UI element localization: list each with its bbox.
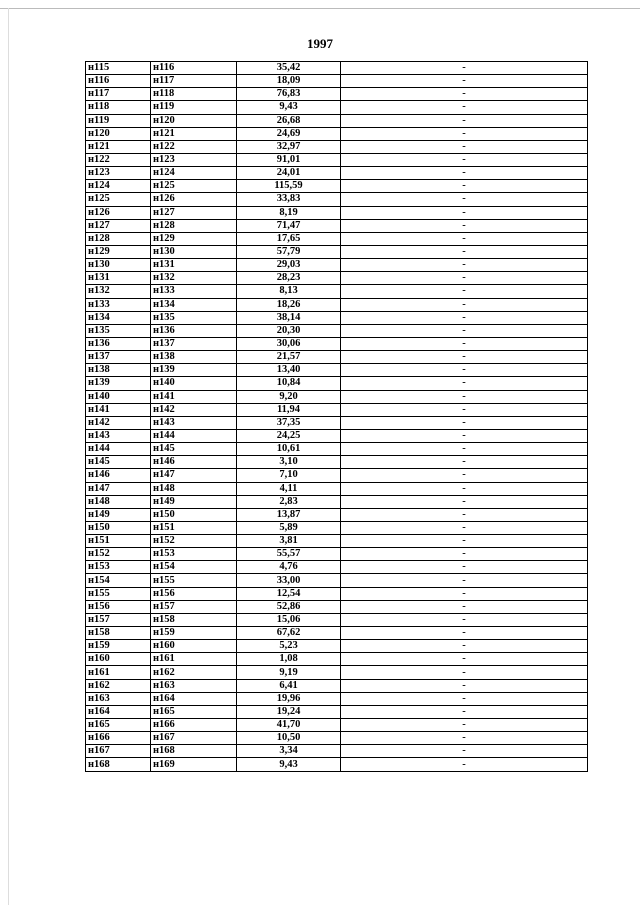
to-point-cell: н165 xyxy=(151,705,237,718)
length-cell: 9,20 xyxy=(237,390,341,403)
from-point-cell: н115 xyxy=(86,62,151,75)
from-point-cell: н162 xyxy=(86,679,151,692)
note-cell: - xyxy=(341,758,588,771)
to-point-cell: н125 xyxy=(151,180,237,193)
from-point-cell: н165 xyxy=(86,719,151,732)
length-cell: 3,34 xyxy=(237,745,341,758)
from-point-cell: н144 xyxy=(86,443,151,456)
page-edge-left xyxy=(8,8,9,905)
table-row xyxy=(86,561,588,574)
note-cell: - xyxy=(341,324,588,337)
to-point-cell: н132 xyxy=(151,272,237,285)
to-point-cell: н134 xyxy=(151,298,237,311)
table-row xyxy=(86,719,588,732)
table-row xyxy=(86,167,588,180)
to-point-cell: н162 xyxy=(151,666,237,679)
table-row xyxy=(86,219,588,232)
from-point-cell: н130 xyxy=(86,259,151,272)
length-cell: 4,76 xyxy=(237,561,341,574)
table-row xyxy=(86,245,588,258)
table-row xyxy=(86,75,588,88)
table-row xyxy=(86,443,588,456)
segment-table-body xyxy=(86,62,588,772)
from-point-cell: н132 xyxy=(86,285,151,298)
from-point-cell: н156 xyxy=(86,600,151,613)
table-row xyxy=(86,101,588,114)
length-cell: 26,68 xyxy=(237,114,341,127)
length-cell: 9,19 xyxy=(237,666,341,679)
note-cell: - xyxy=(341,613,588,626)
to-point-cell: н136 xyxy=(151,324,237,337)
length-cell: 4,11 xyxy=(237,482,341,495)
to-point-cell: н143 xyxy=(151,416,237,429)
to-point-cell: н119 xyxy=(151,101,237,114)
length-cell: 18,26 xyxy=(237,298,341,311)
from-point-cell: н152 xyxy=(86,548,151,561)
from-point-cell: н160 xyxy=(86,653,151,666)
to-point-cell: н141 xyxy=(151,390,237,403)
note-cell: - xyxy=(341,403,588,416)
note-cell: - xyxy=(341,535,588,548)
to-point-cell: н163 xyxy=(151,679,237,692)
to-point-cell: н160 xyxy=(151,640,237,653)
note-cell: - xyxy=(341,719,588,732)
length-cell: 11,94 xyxy=(237,403,341,416)
to-point-cell: н164 xyxy=(151,692,237,705)
note-cell: - xyxy=(341,666,588,679)
table-row xyxy=(86,127,588,140)
from-point-cell: н151 xyxy=(86,535,151,548)
table-row xyxy=(86,732,588,745)
from-point-cell: н164 xyxy=(86,705,151,718)
to-point-cell: н137 xyxy=(151,337,237,350)
length-cell: 8,19 xyxy=(237,206,341,219)
note-cell: - xyxy=(341,574,588,587)
table-row xyxy=(86,311,588,324)
to-point-cell: н157 xyxy=(151,600,237,613)
length-cell: 67,62 xyxy=(237,627,341,640)
from-point-cell: н136 xyxy=(86,337,151,350)
note-cell: - xyxy=(341,548,588,561)
length-cell: 52,86 xyxy=(237,600,341,613)
from-point-cell: н158 xyxy=(86,627,151,640)
table-row xyxy=(86,640,588,653)
table-row xyxy=(86,337,588,350)
from-point-cell: н153 xyxy=(86,561,151,574)
page-edge-top xyxy=(0,8,640,9)
note-cell: - xyxy=(341,377,588,390)
length-cell: 76,83 xyxy=(237,88,341,101)
to-point-cell: н145 xyxy=(151,443,237,456)
table-row xyxy=(86,259,588,272)
length-cell: 10,84 xyxy=(237,377,341,390)
table-row xyxy=(86,521,588,534)
length-cell: 9,43 xyxy=(237,101,341,114)
note-cell: - xyxy=(341,219,588,232)
table-row xyxy=(86,758,588,771)
from-point-cell: н133 xyxy=(86,298,151,311)
from-point-cell: н140 xyxy=(86,390,151,403)
length-cell: 30,06 xyxy=(237,337,341,350)
length-cell: 17,65 xyxy=(237,232,341,245)
note-cell: - xyxy=(341,416,588,429)
from-point-cell: н146 xyxy=(86,469,151,482)
from-point-cell: н149 xyxy=(86,508,151,521)
length-cell: 13,87 xyxy=(237,508,341,521)
table-row xyxy=(86,574,588,587)
note-cell: - xyxy=(341,627,588,640)
table-row xyxy=(86,508,588,521)
from-point-cell: н126 xyxy=(86,206,151,219)
to-point-cell: н152 xyxy=(151,535,237,548)
note-cell: - xyxy=(341,311,588,324)
from-point-cell: н138 xyxy=(86,364,151,377)
from-point-cell: н122 xyxy=(86,153,151,166)
note-cell: - xyxy=(341,180,588,193)
length-cell: 18,09 xyxy=(237,75,341,88)
length-cell: 19,96 xyxy=(237,692,341,705)
note-cell: - xyxy=(341,285,588,298)
table-row xyxy=(86,88,588,101)
table-row xyxy=(86,351,588,364)
to-point-cell: н169 xyxy=(151,758,237,771)
table-row xyxy=(86,416,588,429)
length-cell: 38,14 xyxy=(237,311,341,324)
note-cell: - xyxy=(341,482,588,495)
to-point-cell: н129 xyxy=(151,232,237,245)
table-row xyxy=(86,193,588,206)
to-point-cell: н153 xyxy=(151,548,237,561)
from-point-cell: н163 xyxy=(86,692,151,705)
from-point-cell: н123 xyxy=(86,167,151,180)
note-cell: - xyxy=(341,140,588,153)
from-point-cell: н131 xyxy=(86,272,151,285)
note-cell: - xyxy=(341,443,588,456)
table-row xyxy=(86,180,588,193)
to-point-cell: н142 xyxy=(151,403,237,416)
table-row xyxy=(86,403,588,416)
to-point-cell: н130 xyxy=(151,245,237,258)
note-cell: - xyxy=(341,640,588,653)
note-cell: - xyxy=(341,521,588,534)
note-cell: - xyxy=(341,429,588,442)
note-cell: - xyxy=(341,337,588,350)
table-row xyxy=(86,469,588,482)
to-point-cell: н126 xyxy=(151,193,237,206)
table-row xyxy=(86,705,588,718)
length-cell: 9,43 xyxy=(237,758,341,771)
length-cell: 20,30 xyxy=(237,324,341,337)
to-point-cell: н167 xyxy=(151,732,237,745)
length-cell: 91,01 xyxy=(237,153,341,166)
from-point-cell: н137 xyxy=(86,351,151,364)
table-row xyxy=(86,745,588,758)
table-row xyxy=(86,679,588,692)
length-cell: 5,23 xyxy=(237,640,341,653)
table-row xyxy=(86,429,588,442)
to-point-cell: н127 xyxy=(151,206,237,219)
table-row xyxy=(86,653,588,666)
note-cell: - xyxy=(341,456,588,469)
length-cell: 10,61 xyxy=(237,443,341,456)
to-point-cell: н144 xyxy=(151,429,237,442)
to-point-cell: н147 xyxy=(151,469,237,482)
note-cell: - xyxy=(341,167,588,180)
to-point-cell: н131 xyxy=(151,259,237,272)
to-point-cell: н123 xyxy=(151,153,237,166)
table-row xyxy=(86,364,588,377)
length-cell: 71,47 xyxy=(237,219,341,232)
from-point-cell: н143 xyxy=(86,429,151,442)
from-point-cell: н147 xyxy=(86,482,151,495)
table-row xyxy=(86,390,588,403)
table-row xyxy=(86,456,588,469)
from-point-cell: н141 xyxy=(86,403,151,416)
note-cell: - xyxy=(341,62,588,75)
length-cell: 8,13 xyxy=(237,285,341,298)
to-point-cell: н166 xyxy=(151,719,237,732)
from-point-cell: н150 xyxy=(86,521,151,534)
from-point-cell: н167 xyxy=(86,745,151,758)
length-cell: 28,23 xyxy=(237,272,341,285)
from-point-cell: н134 xyxy=(86,311,151,324)
note-cell: - xyxy=(341,469,588,482)
note-cell: - xyxy=(341,364,588,377)
to-point-cell: н124 xyxy=(151,167,237,180)
from-point-cell: н135 xyxy=(86,324,151,337)
from-point-cell: н120 xyxy=(86,127,151,140)
from-point-cell: н155 xyxy=(86,587,151,600)
to-point-cell: н135 xyxy=(151,311,237,324)
table-row xyxy=(86,153,588,166)
segment-table xyxy=(85,61,588,772)
to-point-cell: н151 xyxy=(151,521,237,534)
note-cell: - xyxy=(341,206,588,219)
to-point-cell: н117 xyxy=(151,75,237,88)
from-point-cell: н168 xyxy=(86,758,151,771)
table-row xyxy=(86,613,588,626)
from-point-cell: н129 xyxy=(86,245,151,258)
from-point-cell: н124 xyxy=(86,180,151,193)
note-cell: - xyxy=(341,508,588,521)
note-cell: - xyxy=(341,705,588,718)
to-point-cell: н140 xyxy=(151,377,237,390)
table-row xyxy=(86,587,588,600)
to-point-cell: н122 xyxy=(151,140,237,153)
note-cell: - xyxy=(341,272,588,285)
note-cell: - xyxy=(341,245,588,258)
note-cell: - xyxy=(341,298,588,311)
length-cell: 57,79 xyxy=(237,245,341,258)
from-point-cell: н157 xyxy=(86,613,151,626)
length-cell: 29,03 xyxy=(237,259,341,272)
table-row xyxy=(86,298,588,311)
table-row xyxy=(86,140,588,153)
table-row xyxy=(86,377,588,390)
length-cell: 21,57 xyxy=(237,351,341,364)
to-point-cell: н128 xyxy=(151,219,237,232)
length-cell: 37,35 xyxy=(237,416,341,429)
from-point-cell: н118 xyxy=(86,101,151,114)
to-point-cell: н148 xyxy=(151,482,237,495)
table-row xyxy=(86,627,588,640)
note-cell: - xyxy=(341,114,588,127)
length-cell: 115,59 xyxy=(237,180,341,193)
note-cell: - xyxy=(341,75,588,88)
from-point-cell: н127 xyxy=(86,219,151,232)
to-point-cell: н150 xyxy=(151,508,237,521)
from-point-cell: н166 xyxy=(86,732,151,745)
note-cell: - xyxy=(341,101,588,114)
note-cell: - xyxy=(341,600,588,613)
note-cell: - xyxy=(341,587,588,600)
note-cell: - xyxy=(341,193,588,206)
table-row xyxy=(86,692,588,705)
note-cell: - xyxy=(341,679,588,692)
length-cell: 2,83 xyxy=(237,495,341,508)
length-cell: 35,42 xyxy=(237,62,341,75)
length-cell: 33,83 xyxy=(237,193,341,206)
to-point-cell: н161 xyxy=(151,653,237,666)
length-cell: 7,10 xyxy=(237,469,341,482)
note-cell: - xyxy=(341,732,588,745)
length-cell: 1,08 xyxy=(237,653,341,666)
length-cell: 10,50 xyxy=(237,732,341,745)
page-number: 1997 xyxy=(307,36,333,51)
from-point-cell: н116 xyxy=(86,75,151,88)
table-row xyxy=(86,114,588,127)
length-cell: 3,81 xyxy=(237,535,341,548)
length-cell: 13,40 xyxy=(237,364,341,377)
to-point-cell: н118 xyxy=(151,88,237,101)
to-point-cell: н133 xyxy=(151,285,237,298)
table-row xyxy=(86,482,588,495)
to-point-cell: н139 xyxy=(151,364,237,377)
from-point-cell: н142 xyxy=(86,416,151,429)
note-cell: - xyxy=(341,127,588,140)
from-point-cell: н117 xyxy=(86,88,151,101)
note-cell: - xyxy=(341,561,588,574)
from-point-cell: н154 xyxy=(86,574,151,587)
note-cell: - xyxy=(341,351,588,364)
to-point-cell: н155 xyxy=(151,574,237,587)
note-cell: - xyxy=(341,390,588,403)
from-point-cell: н128 xyxy=(86,232,151,245)
length-cell: 41,70 xyxy=(237,719,341,732)
table-row xyxy=(86,232,588,245)
table-row xyxy=(86,495,588,508)
note-cell: - xyxy=(341,653,588,666)
length-cell: 32,97 xyxy=(237,140,341,153)
from-point-cell: н125 xyxy=(86,193,151,206)
table-row xyxy=(86,666,588,679)
length-cell: 24,25 xyxy=(237,429,341,442)
note-cell: - xyxy=(341,88,588,101)
to-point-cell: н158 xyxy=(151,613,237,626)
to-point-cell: н138 xyxy=(151,351,237,364)
length-cell: 6,41 xyxy=(237,679,341,692)
from-point-cell: н148 xyxy=(86,495,151,508)
length-cell: 24,69 xyxy=(237,127,341,140)
to-point-cell: н159 xyxy=(151,627,237,640)
note-cell: - xyxy=(341,153,588,166)
length-cell: 24,01 xyxy=(237,167,341,180)
note-cell: - xyxy=(341,259,588,272)
to-point-cell: н154 xyxy=(151,561,237,574)
length-cell: 19,24 xyxy=(237,705,341,718)
length-cell: 5,89 xyxy=(237,521,341,534)
table-row xyxy=(86,285,588,298)
table-row xyxy=(86,548,588,561)
from-point-cell: н139 xyxy=(86,377,151,390)
table-row xyxy=(86,272,588,285)
to-point-cell: н116 xyxy=(151,62,237,75)
note-cell: - xyxy=(341,745,588,758)
length-cell: 55,57 xyxy=(237,548,341,561)
note-cell: - xyxy=(341,692,588,705)
table-row xyxy=(86,206,588,219)
length-cell: 12,54 xyxy=(237,587,341,600)
from-point-cell: н161 xyxy=(86,666,151,679)
to-point-cell: н120 xyxy=(151,114,237,127)
table-row xyxy=(86,62,588,75)
table-row xyxy=(86,324,588,337)
table-row xyxy=(86,535,588,548)
note-cell: - xyxy=(341,495,588,508)
from-point-cell: н121 xyxy=(86,140,151,153)
to-point-cell: н156 xyxy=(151,587,237,600)
note-cell: - xyxy=(341,232,588,245)
length-cell: 15,06 xyxy=(237,613,341,626)
to-point-cell: н149 xyxy=(151,495,237,508)
length-cell: 33,00 xyxy=(237,574,341,587)
length-cell: 3,10 xyxy=(237,456,341,469)
table-row xyxy=(86,600,588,613)
to-point-cell: н146 xyxy=(151,456,237,469)
from-point-cell: н119 xyxy=(86,114,151,127)
from-point-cell: н145 xyxy=(86,456,151,469)
to-point-cell: н168 xyxy=(151,745,237,758)
to-point-cell: н121 xyxy=(151,127,237,140)
from-point-cell: н159 xyxy=(86,640,151,653)
